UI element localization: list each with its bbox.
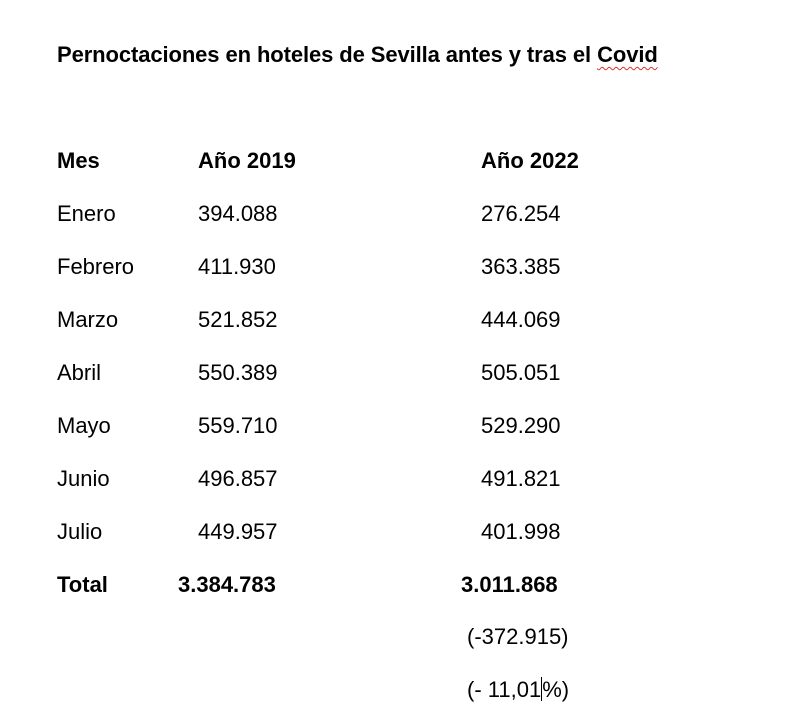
row-mes: Julio: [57, 519, 103, 544]
row-2019: 449.957: [198, 519, 278, 544]
row-2019: 559.710: [198, 413, 278, 438]
total-label: Total: [57, 572, 108, 597]
row-mes: Enero: [57, 201, 116, 226]
total-2022: 3.011.868: [461, 572, 558, 597]
spellcheck-flagged-word[interactable]: Covid: [597, 42, 658, 67]
difference-percent[interactable]: [467, 677, 569, 703]
row-2022: 401.998: [481, 519, 561, 544]
difference-percent-text: (- 11,01: [467, 677, 542, 702]
header-mes: Mes: [57, 148, 100, 173]
header-2022: Año 2022: [481, 148, 579, 173]
row-2022: 529.290: [481, 413, 561, 438]
title-text: Pernoctaciones en hoteles de Sevilla antes y tras el: [57, 42, 598, 67]
row-2019: 411.930: [198, 254, 276, 279]
row-mes: Febrero: [57, 254, 135, 279]
row-2022: 363.385: [481, 254, 561, 279]
total-2019: 3.384.783: [178, 572, 276, 597]
row-2019: 496.857: [198, 466, 278, 491]
row-2019: 521.852: [198, 307, 278, 332]
row-2022: 276.254: [481, 201, 561, 226]
row-2022: 505.051: [481, 360, 561, 385]
row-mes: Marzo: [57, 307, 119, 332]
row-2019: 394.088: [198, 201, 278, 226]
row-2022: 444.069: [481, 307, 561, 332]
header-2019: Año 2019: [198, 148, 296, 173]
difference-percent-suffix: %): [542, 677, 570, 702]
difference-absolute: (-372.915): [467, 624, 569, 649]
row-2022: 491.821: [481, 466, 561, 491]
row-2019: 550.389: [198, 360, 278, 385]
row-mes: Junio: [57, 466, 110, 491]
row-mes: Abril: [57, 360, 102, 385]
document-title: [57, 42, 658, 68]
row-mes: Mayo: [57, 413, 111, 438]
